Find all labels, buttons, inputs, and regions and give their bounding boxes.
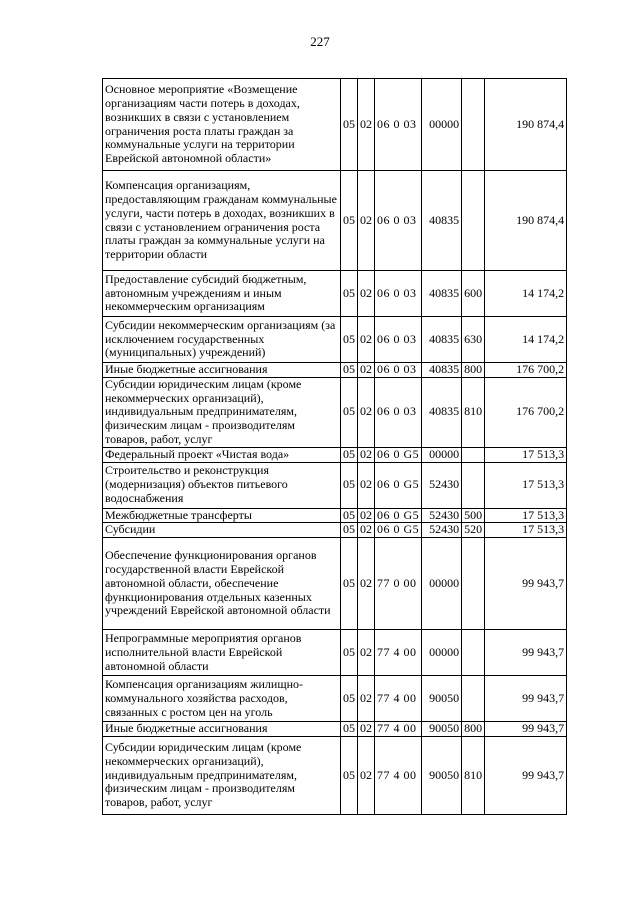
table-row <box>103 722 567 737</box>
amount: 176 700,2 <box>485 377 567 447</box>
budget-table <box>102 78 567 815</box>
program-code: 77 4 00 <box>375 630 422 676</box>
expense-name: Иные бюджетные ассигнования <box>103 722 341 737</box>
page-number: 227 <box>310 34 330 49</box>
amount: 99 943,7 <box>485 736 567 814</box>
subsection-code: 02 <box>358 523 375 538</box>
expense-name: Федеральный проект «Чистая вода» <box>103 447 341 462</box>
expense-type-code <box>462 630 485 676</box>
program-code: 06 0 03 <box>375 79 422 171</box>
table-body <box>103 79 567 815</box>
expense-type-code: 800 <box>462 722 485 737</box>
program-code: 06 0 G5 <box>375 523 422 538</box>
table-row <box>103 630 567 676</box>
amount: 17 513,3 <box>485 447 567 462</box>
program-code: 77 4 00 <box>375 722 422 737</box>
table-row <box>103 447 567 462</box>
subsection-code: 02 <box>358 79 375 171</box>
amount: 99 943,7 <box>485 630 567 676</box>
expense-type-code: 810 <box>462 377 485 447</box>
amount: 17 513,3 <box>485 508 567 523</box>
article-code: 00000 <box>422 447 462 462</box>
article-code: 52430 <box>422 523 462 538</box>
program-code: 06 0 G5 <box>375 447 422 462</box>
section-code: 05 <box>341 317 358 363</box>
amount: 14 174,2 <box>485 317 567 363</box>
amount: 17 513,3 <box>485 523 567 538</box>
expense-name: Непрограммные мероприятия органов исполнительной власти Еврейской автономной области <box>103 630 341 676</box>
article-code: 90050 <box>422 676 462 722</box>
section-code: 05 <box>341 363 358 378</box>
program-code: 06 0 G5 <box>375 462 422 508</box>
program-code: 06 0 03 <box>375 171 422 271</box>
article-code: 90050 <box>422 736 462 814</box>
subsection-code: 02 <box>358 171 375 271</box>
amount: 17 513,3 <box>485 462 567 508</box>
program-code: 06 0 03 <box>375 271 422 317</box>
section-code: 05 <box>341 79 358 171</box>
article-code: 00000 <box>422 79 462 171</box>
section-code: 05 <box>341 538 358 630</box>
expense-name: Обеспечение функционирования органов государственной власти Еврейской автономной области, обеспечение функционирования отдельных казенных учреждений Еврейской автономной области <box>103 538 341 630</box>
table-row <box>103 363 567 378</box>
table-row <box>103 676 567 722</box>
expense-name: Основное мероприятие «Возмещение организациям части потерь в доходах, возникших в связи с установлением ограничения роста платы граждан за коммунальные услуги на территории Еврейской автономной области» <box>103 79 341 171</box>
section-code: 05 <box>341 447 358 462</box>
expense-name: Субсидии некоммерческим организациям (за исключением государственных (муниципальных) учреждений) <box>103 317 341 363</box>
expense-type-code <box>462 171 485 271</box>
program-code: 06 0 G5 <box>375 508 422 523</box>
subsection-code: 02 <box>358 736 375 814</box>
subsection-code: 02 <box>358 462 375 508</box>
subsection-code: 02 <box>358 377 375 447</box>
subsection-code: 02 <box>358 722 375 737</box>
subsection-code: 02 <box>358 447 375 462</box>
subsection-code: 02 <box>358 630 375 676</box>
article-code: 00000 <box>422 630 462 676</box>
expense-name: Иные бюджетные ассигнования <box>103 363 341 378</box>
amount: 14 174,2 <box>485 271 567 317</box>
program-code: 77 0 00 <box>375 538 422 630</box>
amount: 99 943,7 <box>485 722 567 737</box>
expense-name: Субсидии юридическим лицам (кроме некоммерческих организаций), индивидуальным предпринимателям, физическим лицам - производителям товаров, работ, услуг <box>103 377 341 447</box>
subsection-code: 02 <box>358 271 375 317</box>
article-code: 90050 <box>422 722 462 737</box>
program-code: 06 0 03 <box>375 317 422 363</box>
section-code: 05 <box>341 462 358 508</box>
amount: 190 874,4 <box>485 79 567 171</box>
table-row <box>103 317 567 363</box>
section-code: 05 <box>341 676 358 722</box>
expense-name: Предоставление субсидий бюджетным, автономным учреждениям и иным некоммерческим организациям <box>103 271 341 317</box>
article-code: 40835 <box>422 271 462 317</box>
article-code: 40835 <box>422 317 462 363</box>
article-code: 40835 <box>422 171 462 271</box>
subsection-code: 02 <box>358 538 375 630</box>
amount: 99 943,7 <box>485 538 567 630</box>
expense-type-code: 630 <box>462 317 485 363</box>
amount: 176 700,2 <box>485 363 567 378</box>
table-row <box>103 79 567 171</box>
expense-name: Строительство и реконструкция (модернизация) объектов питьевого водоснабжения <box>103 462 341 508</box>
program-code: 77 4 00 <box>375 676 422 722</box>
expense-type-code <box>462 462 485 508</box>
section-code: 05 <box>341 736 358 814</box>
article-code: 52430 <box>422 462 462 508</box>
expense-name: Компенсация организациям, предоставляющим гражданам коммунальные услуги, части потерь в доходах, возникших в связи с установлением ограничения роста платы граждан за коммунальные услуги на территории области <box>103 171 341 271</box>
table-row <box>103 508 567 523</box>
table-row <box>103 462 567 508</box>
table-row <box>103 377 567 447</box>
expense-type-code <box>462 538 485 630</box>
expense-type-code: 810 <box>462 736 485 814</box>
subsection-code: 02 <box>358 363 375 378</box>
program-code: 06 0 03 <box>375 363 422 378</box>
expense-name: Межбюджетные трансферты <box>103 508 341 523</box>
expense-type-code <box>462 79 485 171</box>
section-code: 05 <box>341 508 358 523</box>
table-row <box>103 538 567 630</box>
section-code: 05 <box>341 630 358 676</box>
expense-type-code <box>462 676 485 722</box>
article-code: 40835 <box>422 363 462 378</box>
subsection-code: 02 <box>358 508 375 523</box>
table-row <box>103 736 567 814</box>
section-code: 05 <box>341 523 358 538</box>
expense-name: Субсидии юридическим лицам (кроме некоммерческих организаций), индивидуальным предпринимателям, физическим лицам - производителям товаров, работ, услуг <box>103 736 341 814</box>
program-code: 77 4 00 <box>375 736 422 814</box>
expense-type-code: 600 <box>462 271 485 317</box>
subsection-code: 02 <box>358 317 375 363</box>
expense-name: Компенсация организациям жилищно-коммунального хозяйства расходов, связанных с ростом цен на уголь <box>103 676 341 722</box>
expense-name: Субсидии <box>103 523 341 538</box>
article-code: 40835 <box>422 377 462 447</box>
expense-type-code: 500 <box>462 508 485 523</box>
section-code: 05 <box>341 722 358 737</box>
expense-type-code: 520 <box>462 523 485 538</box>
expense-type-code: 800 <box>462 363 485 378</box>
article-code: 00000 <box>422 538 462 630</box>
table-row <box>103 271 567 317</box>
section-code: 05 <box>341 271 358 317</box>
amount: 99 943,7 <box>485 676 567 722</box>
program-code: 06 0 03 <box>375 377 422 447</box>
section-code: 05 <box>341 171 358 271</box>
amount: 190 874,4 <box>485 171 567 271</box>
article-code: 52430 <box>422 508 462 523</box>
section-code: 05 <box>341 377 358 447</box>
subsection-code: 02 <box>358 676 375 722</box>
table-row <box>103 171 567 271</box>
table-row <box>103 523 567 538</box>
expense-type-code <box>462 447 485 462</box>
